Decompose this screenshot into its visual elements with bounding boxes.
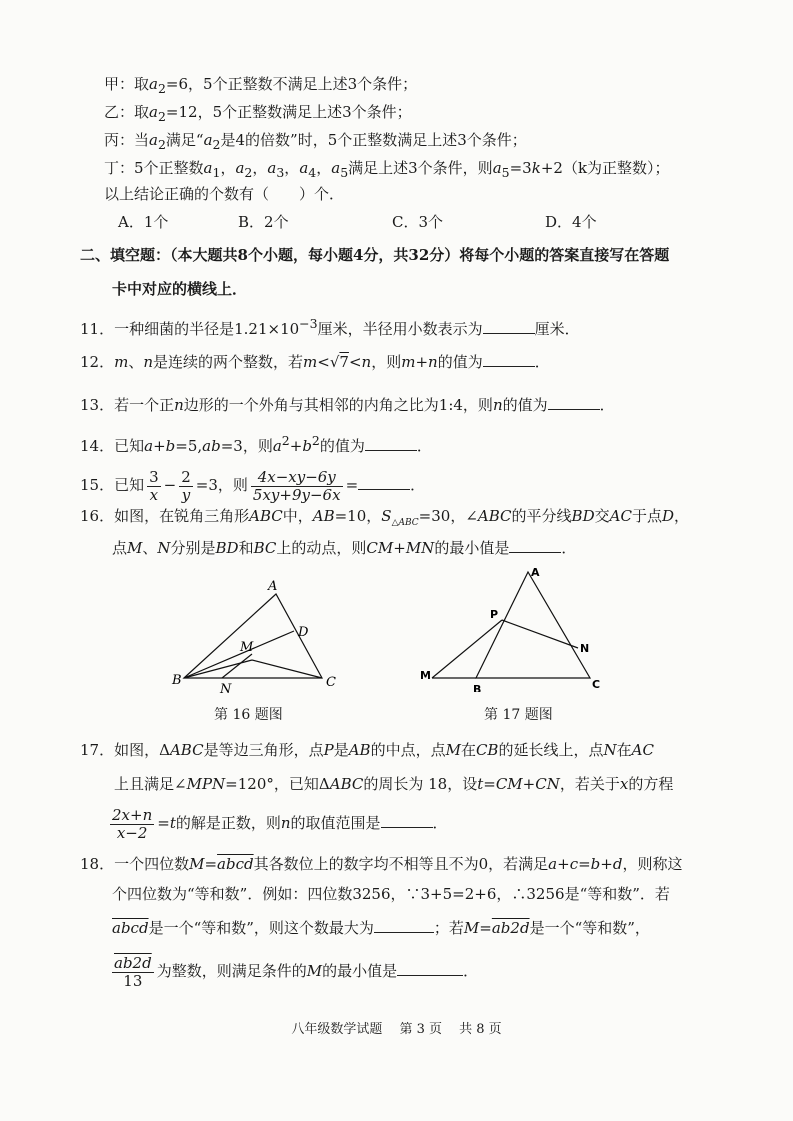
question-18-line3: abcd是一个“等和数”，则这个数最大为 ；若M=ab2d是一个“等和数”， (112, 919, 650, 937)
section-heading-cont: 卡中对应的横线上． (112, 280, 248, 298)
question-17-line2: 上且满足∠MPN=120°，已知ΔABC的周长为 18，设t=CM+CN，若关于x的方程 (114, 775, 674, 793)
question-18-line2: 个四位数为“等和数”．例如：四位数3256，∵3+5=2+6，∴3256是“等和数”．若 (112, 885, 670, 903)
label-n: N (580, 642, 590, 655)
label-a: A (268, 579, 278, 594)
statement-jia: 甲：取$a_2=6$，5个正整数不满足上述3个条件； (104, 75, 418, 96)
question-14: 14．已知a+b=5,ab=3，则$a^2+b^2$的值为 ． (80, 433, 432, 455)
label-n: N (220, 682, 232, 697)
triangle-abc (476, 572, 590, 678)
question-11: 11．一种细菌的半径是$1.21\times 10^{-3}$厘米，半径用小数表示为 厘米． (80, 316, 580, 338)
statement-bing: 丙：当$a_2$满足“$a_2$是4的倍数”时，5个正整数满足上述3个条件； (104, 131, 527, 152)
segment-mp (432, 620, 502, 678)
label-p: P (490, 608, 499, 621)
question-16-line1: 16．如图，在锐角三角形ABC中，AB=10，$S_{\triangle ABC}=30$，∠ABC的平分线BD交AC于点D， (80, 507, 689, 528)
statement-conclusion: 以上结论正确的个数有（ ）个． (104, 185, 345, 203)
segment-pn (502, 620, 578, 648)
statement-ding: 丁：5个正整数$a_1$，$a_2$，$a_3$，$a_4$，$a_5$满足上述3个条件，则$a_5=3k+2(k$为正整数）； (104, 159, 670, 180)
label-c: C (326, 675, 336, 690)
statement-yi: 乙：取$a_2=12$，5个正整数满足上述3个条件； (104, 103, 412, 124)
section-heading: 二、填空题：（本大题共8个小题，每小题4分，共32分）将每个小题的答案直接写在答题 (80, 246, 670, 264)
label-m: M (420, 669, 431, 682)
question-16-line2: 点M、N分别是BD和BC上的动点，则CM+MN的最小值是 ． (112, 539, 577, 557)
label-b: B (172, 673, 182, 688)
page-footer: 八年级数学试题 第 3 页 共 8 页 (291, 1022, 502, 1037)
label-a: A (531, 566, 540, 579)
question-12: 12．m、n是连续的两个整数，若m<√7<n，则m+n的值为 ． (80, 353, 550, 371)
figure-16 (170, 578, 340, 698)
bisector-bd (184, 631, 294, 678)
segment-mn (222, 654, 252, 678)
option-c: C．3个 (392, 213, 444, 231)
label-b: B (473, 683, 482, 692)
option-d: D．4个 (545, 213, 597, 231)
question-18-line4: $\frac{ab2d}{13}$ 为整数，则满足条件的M的最小值是 ． (114, 953, 479, 990)
option-b: B．2个 (238, 213, 289, 231)
segment-mc (252, 660, 322, 678)
label-d: D (298, 625, 309, 640)
question-17-line1: 17．如图，ΔABC是等边三角形，点P是AB的中点，点M在CB的延长线上，点N在AC (80, 741, 654, 759)
option-a: A．1个 (118, 213, 169, 231)
figure-16-caption: 第 16 题图 (214, 707, 283, 723)
figure-17 (418, 562, 618, 692)
question-15: 15．已知 $\frac{3}{x}$ − $\frac{2}{y}$ =3，则 $\frac{4x-xy-6y}{5xy+9y-6x}$ = ． (80, 467, 426, 504)
label-m: M (240, 640, 254, 655)
question-13: 13．若一个正n边形的一个外角与其相邻的内角之比为1:4，则n的值为 ． (80, 396, 615, 414)
question-18-line1: 18．一个四位数M=abcd其各数位上的数字均不相等且不为0，若满足a+c=b+d，则称这 (80, 855, 683, 873)
question-17-line3: $\frac{2x+n}{x-2}$ =t的解是正数，则n的取值范围是 ． (112, 805, 448, 842)
label-c: C (592, 678, 601, 691)
figure-17-caption: 第 17 题图 (484, 707, 553, 723)
